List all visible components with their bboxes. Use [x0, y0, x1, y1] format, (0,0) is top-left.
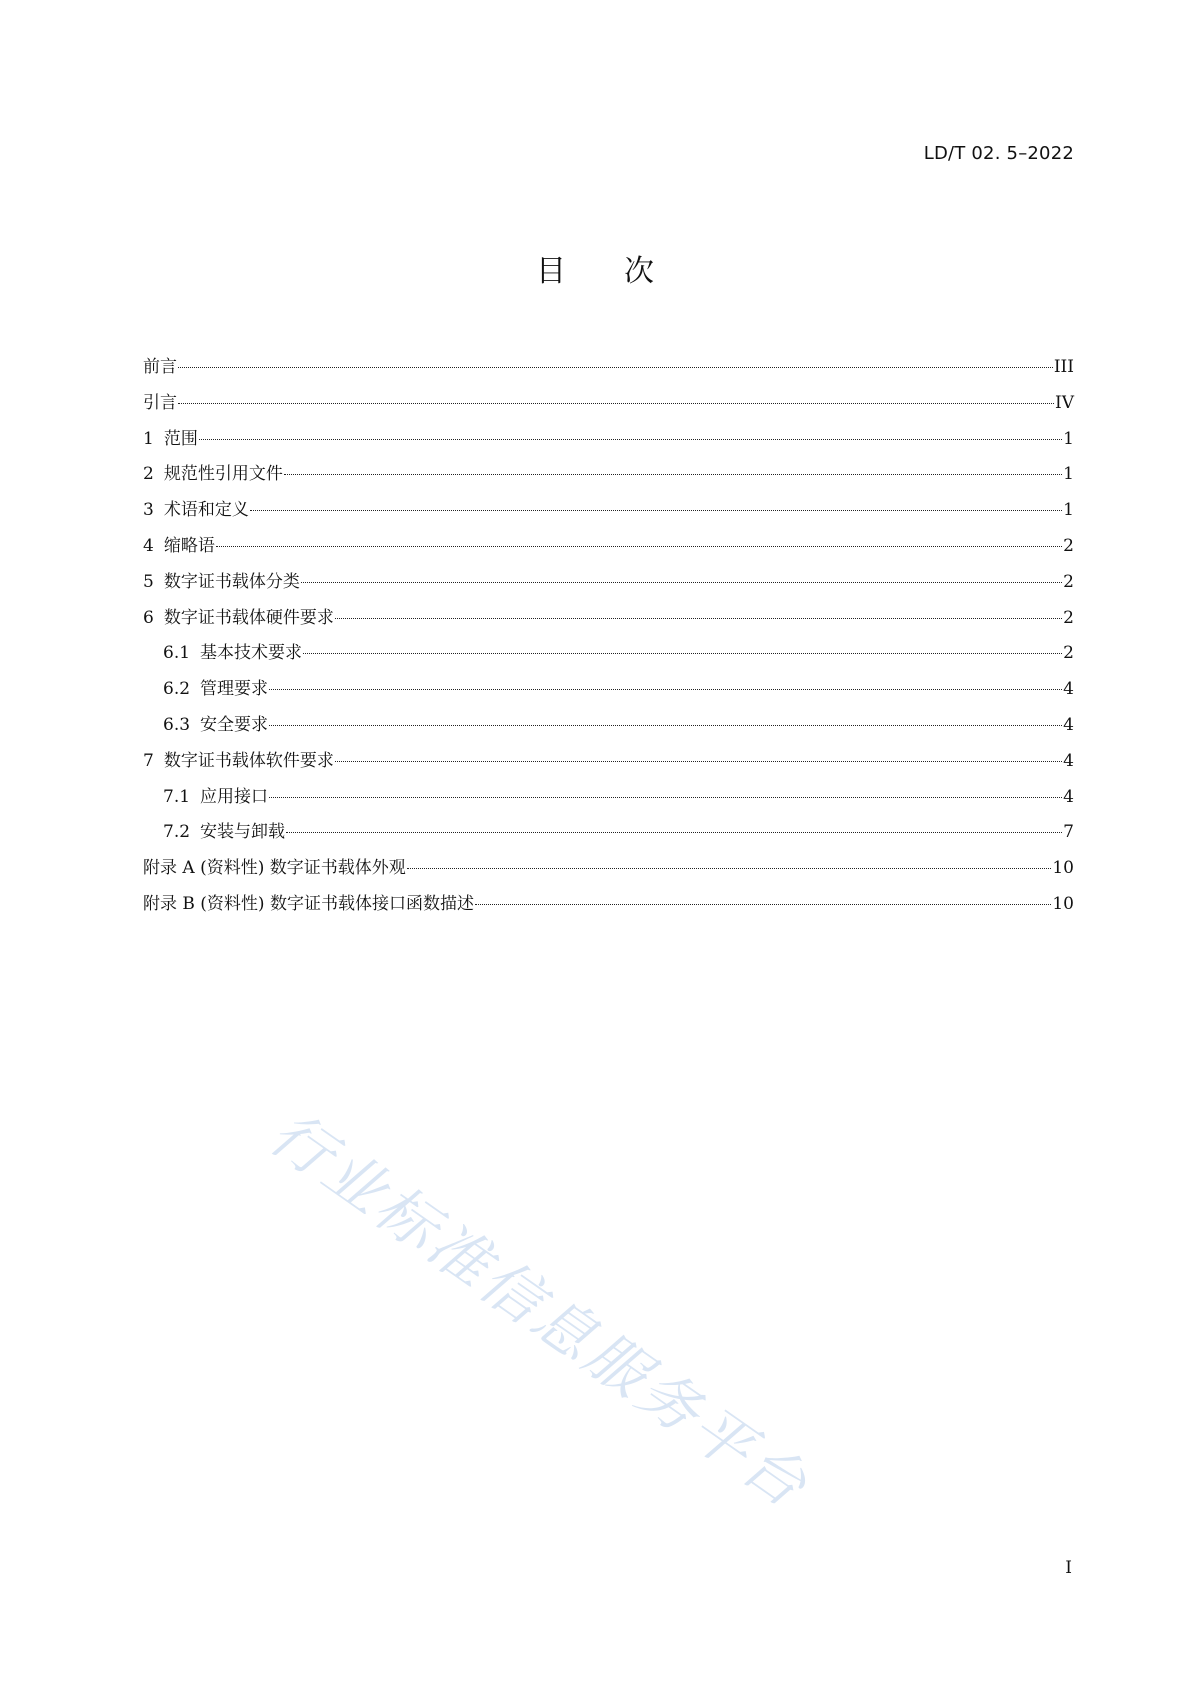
toc-entry[interactable]: [143, 887, 1074, 923]
toc-entry-text: 缩略语: [163, 535, 215, 556]
toc-dot-leader: [284, 473, 1062, 475]
toc-entry-label: [163, 815, 285, 851]
toc-entry-number: 7.1: [163, 786, 191, 807]
toc-dot-leader: [475, 903, 1051, 905]
page-title-left: 目: [536, 254, 566, 289]
toc-entry-number: 6.1: [163, 643, 191, 664]
toc-entry-label: [143, 601, 334, 637]
toc-entry-number: 7: [143, 750, 154, 771]
toc-entry-label: [143, 887, 474, 923]
toc-entry[interactable]: [143, 529, 1074, 565]
toc-entry[interactable]: [143, 744, 1074, 780]
toc-entry[interactable]: [143, 851, 1074, 887]
toc-dot-leader: [269, 796, 1062, 798]
toc-dot-leader: [250, 509, 1062, 511]
toc-entry-page: 1: [1063, 428, 1074, 449]
toc-entry-label: [163, 708, 268, 744]
toc-entry-text: 基本技术要求: [200, 643, 303, 664]
toc-entry[interactable]: [143, 815, 1074, 851]
toc-dot-leader: [301, 581, 1062, 583]
toc-entry-text: 安全要求: [200, 714, 269, 735]
toc-entry-page: 10: [1052, 893, 1074, 914]
toc-entry-text: 前言: [143, 357, 177, 377]
toc-entry[interactable]: [143, 565, 1074, 601]
toc-entry-page: 4: [1063, 750, 1074, 771]
toc-entry-label: [163, 672, 268, 708]
toc-entry-label: [143, 350, 177, 386]
toc-entry[interactable]: [143, 708, 1074, 744]
toc-entry[interactable]: [143, 386, 1074, 422]
toc-entry-page: 4: [1063, 714, 1074, 735]
toc-dot-leader: [178, 366, 1053, 368]
toc-entry-number: 1: [143, 428, 154, 449]
toc-entry-number: 7.2: [163, 822, 191, 843]
toc-entry-label: [143, 457, 283, 493]
toc-entry-page: III: [1053, 357, 1074, 377]
toc-entry-page: 4: [1063, 786, 1074, 807]
toc-entry-text: 附录 A (资料性) 数字证书载体外观: [143, 858, 406, 879]
toc-entry-page: 1: [1063, 500, 1074, 521]
toc-dot-leader: [216, 545, 1062, 547]
toc-dot-leader: [269, 724, 1062, 726]
toc-dot-leader: [303, 652, 1062, 654]
toc-entry-text: 数字证书载体硬件要求: [163, 607, 334, 628]
watermark-text: 行业标准信息服务平台: [257, 1098, 822, 1523]
toc-entry-label: [163, 636, 302, 672]
toc-dot-leader: [407, 867, 1052, 869]
toc-entry-label: [143, 422, 198, 458]
toc-entry-label: [143, 529, 215, 565]
toc-entry-page: 4: [1063, 679, 1074, 700]
table-of-contents: [143, 350, 1074, 923]
toc-entry-text: 引言: [143, 392, 177, 413]
toc-entry-number: 6.2: [163, 679, 191, 700]
toc-entry-text: 规范性引用文件: [163, 464, 283, 485]
toc-entry-number: 4: [143, 535, 154, 556]
page-title-right: 次: [624, 254, 654, 289]
toc-entry-text: 应用接口: [200, 786, 269, 807]
page-title: [0, 246, 1190, 290]
toc-entry-text: 管理要求: [200, 679, 269, 700]
toc-entry-label: [143, 851, 406, 887]
toc-entry-label: [143, 493, 249, 529]
toc-entry-text: 范围: [163, 428, 198, 449]
toc-entry-text: 数字证书载体分类: [163, 571, 300, 592]
toc-entry-page: 1: [1063, 464, 1074, 485]
toc-entry-number: 6.3: [163, 714, 191, 735]
toc-entry-label: [143, 565, 300, 601]
toc-entry-page: 7: [1063, 822, 1074, 843]
toc-entry-label: [163, 780, 268, 816]
toc-entry[interactable]: [143, 672, 1074, 708]
toc-entry[interactable]: [143, 780, 1074, 816]
toc-entry-label: [143, 744, 334, 780]
document-code: LD/T 02. 5–2022: [923, 143, 1074, 164]
toc-entry[interactable]: [143, 422, 1074, 458]
page-number: I: [1065, 1558, 1072, 1578]
toc-entry-page: 2: [1063, 571, 1074, 592]
toc-entry-number: 6: [143, 607, 154, 628]
toc-entry-number: 2: [143, 464, 154, 485]
toc-dot-leader: [335, 617, 1062, 619]
toc-dot-leader: [335, 760, 1062, 762]
toc-entry-page: 2: [1063, 535, 1074, 556]
toc-entry-text: 术语和定义: [163, 500, 249, 521]
toc-entry-text: 附录 B (资料性) 数字证书载体接口函数描述: [143, 893, 474, 914]
toc-dot-leader: [199, 438, 1062, 440]
toc-entry-number: 3: [143, 500, 154, 521]
toc-dot-leader: [286, 831, 1062, 833]
toc-entry-label: [143, 386, 177, 422]
toc-entry-text: 安装与卸载: [200, 822, 286, 843]
toc-entry-number: 5: [143, 571, 154, 592]
toc-entry[interactable]: [143, 493, 1074, 529]
toc-entry[interactable]: [143, 601, 1074, 637]
toc-entry-page: 2: [1063, 607, 1074, 628]
toc-entry-page: IV: [1055, 392, 1074, 413]
toc-entry[interactable]: [143, 457, 1074, 493]
toc-entry-page: 2: [1063, 643, 1074, 664]
toc-entry[interactable]: [143, 636, 1074, 672]
toc-entry[interactable]: [143, 350, 1074, 386]
toc-dot-leader: [269, 688, 1062, 690]
toc-entry-text: 数字证书载体软件要求: [163, 750, 334, 771]
toc-dot-leader: [178, 402, 1054, 404]
toc-entry-page: 10: [1052, 858, 1074, 879]
